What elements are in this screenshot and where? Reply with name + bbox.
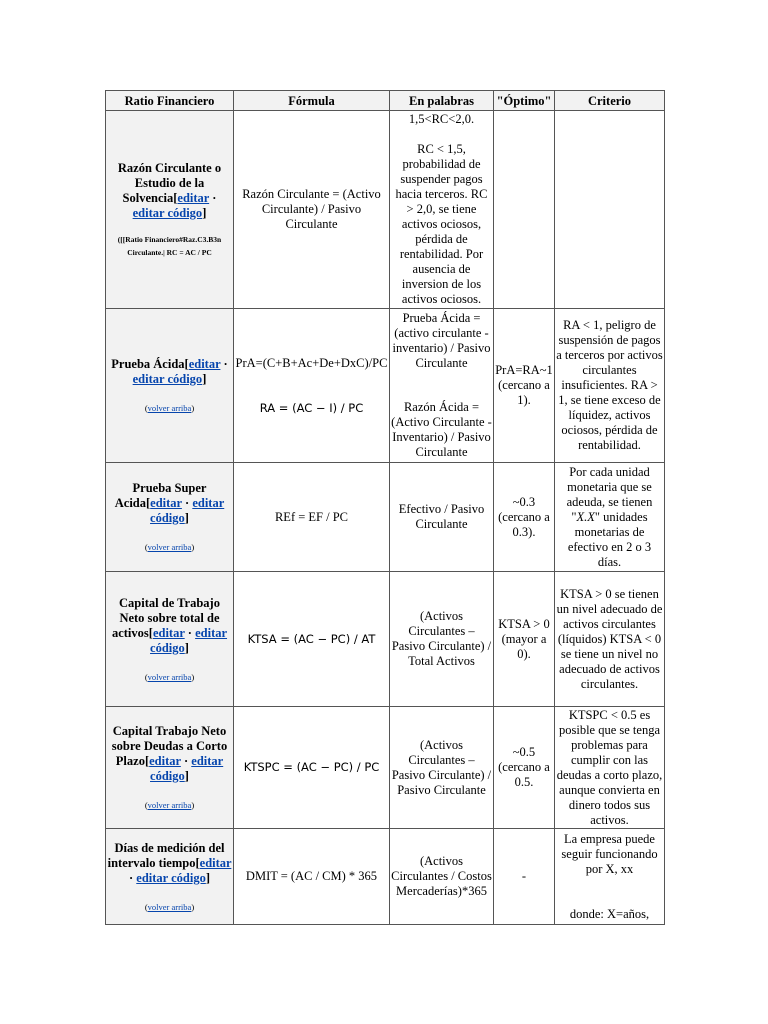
ratio-name: Prueba Ácida[editar · editar código]: [111, 357, 228, 386]
words-cell: (Activos Circulantes – Pasivo Circulante) / Pasivo Circulante: [390, 707, 494, 829]
edit-code-link[interactable]: editar código: [150, 754, 224, 783]
ratio-name: Capital de Trabajo Neto sobre total de activos[editar · editar código]: [111, 595, 228, 655]
criterion-cell: KTSPC < 0.5 es posible que se tenga problemas para cumplir con las deudas a corto plazo, aunque convierta en dinero todos sus activos.: [555, 707, 665, 829]
header-words: En palabras: [390, 91, 494, 111]
words-cell: (Activos Circulantes / Costos Mercaderías)*365: [390, 829, 494, 925]
edit-link[interactable]: editar: [199, 855, 232, 870]
words-cell: (Activos Circulantes – Pasivo Circulante) / Total Activos: [390, 572, 494, 707]
header-ratio: Ratio Financiero: [106, 91, 234, 111]
criterion-cell: Por cada unidad monetaria que se adeuda, se tienen "X.X" unidades monetarias de efectivo en 2 o 3 días.: [555, 463, 665, 572]
header-optimum: "Óptimo": [494, 91, 555, 111]
table-row: [106, 111, 665, 309]
ratio-name-cell: [106, 111, 234, 309]
ratio-name: Razón Circulante o Estudio de la Solvencia[editar · editar código]: [117, 160, 222, 220]
edit-code-link[interactable]: editar código: [132, 205, 203, 220]
edit-code-link[interactable]: editar código: [150, 496, 225, 525]
back-to-top-link[interactable]: volver arriba: [147, 403, 192, 413]
criterion-cell: KTSA > 0 se tienen un nivel adecuado de activos circulantes (líquidos) KTSA < 0 se tiene un nivel no adecuado de activos circulantes.: [555, 572, 665, 707]
words-cell: Efectivo / Pasivo Circulante: [390, 463, 494, 572]
table-row: [106, 707, 665, 829]
ratio-name: Días de medición del intervalo tiempo[editar · editar código]: [107, 840, 232, 885]
optimum-cell: ~0.5 (cercano a 0.5.: [494, 707, 555, 829]
optimum-cell: PrA=RA~1 (cercano a 1).: [494, 309, 555, 463]
back-to-top: (volver arriba): [144, 403, 195, 413]
optimum-cell: ~0.3 (cercano a 0.3).: [494, 463, 555, 572]
back-to-top-link[interactable]: volver arriba: [147, 901, 192, 912]
back-to-top: (volver arriba): [144, 542, 195, 552]
formula-cell: KTSA = (AC − PC) / AT: [234, 572, 390, 707]
ratio-name-cell: [106, 463, 234, 572]
criterion-cell: RA < 1, peligro de suspensión de pagos a terceros por activos circulantes insuficientes. RA > 1, se tiene exceso de líquidez, activos ociosos, pérdida de rentabilidad.: [555, 309, 665, 463]
optimum-cell: [494, 111, 555, 309]
back-to-top: (volver arriba): [144, 671, 195, 682]
formula-cell: [234, 309, 390, 463]
edit-link[interactable]: editar: [152, 625, 185, 640]
back-to-top-link[interactable]: volver arriba: [147, 800, 192, 810]
words-cell: Prueba Ácida = (activo circulante - inventario) / Pasivo Circulante Razón Ácida = (Activo Circulante - Inventario) / Pasivo Circulante: [390, 309, 494, 463]
edit-link[interactable]: editar: [149, 754, 181, 768]
ratio-name-cell: [106, 707, 234, 829]
header-formula: Fórmula: [234, 91, 390, 111]
header-criterion: Criterio: [555, 91, 665, 111]
criterion-cell: La empresa puede seguir funcionando por X, xx donde: X=años,: [555, 829, 665, 925]
back-to-top-link[interactable]: volver arriba: [147, 671, 192, 682]
formula-cell: REf = EF / PC: [234, 463, 390, 572]
back-to-top: (volver arriba): [144, 901, 195, 912]
edit-link[interactable]: editar: [188, 357, 221, 371]
words-cell: 1,5<RC<2,0. RC < 1,5, probabilidad de suspender pagos hacia terceros. RC > 2,0, se tiene activos ociosos, pérdida de rentabilidad. Por ausencia de inversion de los activos ociosos.: [390, 111, 494, 309]
table-row: [106, 463, 665, 572]
table-header-row: [106, 91, 665, 111]
edit-code-link[interactable]: editar código: [150, 625, 228, 655]
back-to-top-link[interactable]: volver arriba: [147, 542, 192, 552]
table-row: [106, 572, 665, 707]
edit-code-link[interactable]: editar código: [136, 870, 206, 885]
formula-cell: Razón Circulante = (Activo Circulante) / Pasivo Circulante: [234, 111, 390, 309]
table-row: [106, 829, 665, 925]
edit-link[interactable]: editar: [150, 496, 182, 510]
formula-cell: DMIT = (AC / CM) * 365: [234, 829, 390, 925]
optimum-cell: KTSA > 0 (mayor a 0).: [494, 572, 555, 707]
edit-code-link[interactable]: editar código: [132, 372, 203, 386]
ratio-name: Capital Trabajo Neto sobre Deudas a Corto Plazo[editar · editar código]: [111, 724, 228, 783]
ratio-name-cell: [106, 829, 234, 925]
table-row: [106, 309, 665, 463]
financial-ratios-table: [105, 90, 665, 925]
ratio-name: Prueba Super Acida[editar · editar código]: [114, 481, 225, 525]
ratio-note: ([[Ratio Financiero#Raz.C3.B3n Circulante.| RC = AC / PC: [117, 234, 222, 257]
edit-link[interactable]: editar: [177, 190, 210, 205]
formula-cell: KTSPC = (AC − PC) / PC: [234, 707, 390, 829]
formula-a: PrA=(C+B+Ac+De+DxC)/PC: [235, 355, 388, 370]
ratio-name-cell: [106, 309, 234, 463]
ratio-name-cell: [106, 572, 234, 707]
formula-b: RA = (AC − I) / PC: [259, 400, 364, 415]
back-to-top: (volver arriba): [144, 800, 195, 810]
criterion-cell: [555, 111, 665, 309]
optimum-cell: -: [494, 829, 555, 925]
